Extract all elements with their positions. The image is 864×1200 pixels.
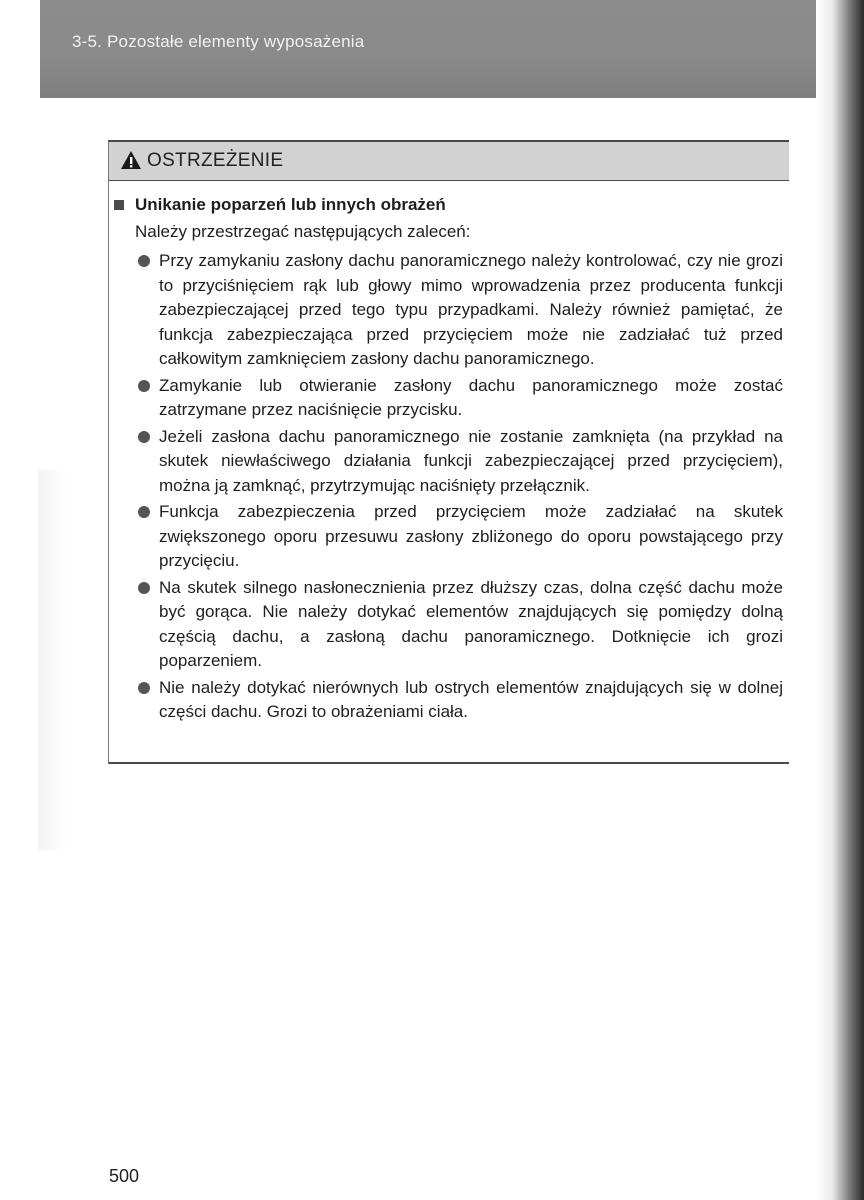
list-item-text: Nie należy dotykać nierównych lub ostrych elementów znajdujących się w dolnej części dachu. Grozi to obrażeniami ciała. — [159, 677, 783, 721]
list-item-text: Funkcja zabezpieczenia przed przycięciem może zadziałać na skutek zwiększonego oporu przesuwu zasłony zbliżonego do oporu powstającego przy przycięciu. — [159, 502, 783, 570]
section-title: 3-5. Pozostałe elementy wyposażenia — [72, 32, 365, 51]
list-item — [109, 576, 789, 674]
list-item-text: Przy zamykaniu zasłony dachu panoramicznego należy kontrolować, czy nie grozi to przyciśnięciem rąk lub głowy mimo wprowadzenia przez producenta funkcji zabezpieczającej przed tego typu przypadkami. Należy również pamiętać, że funkcja zabezpieczająca przed przycięciem może nie zadziałać tuż przed całkowitym zamknięciem zasłony dachu panoramicznego. — [159, 251, 783, 368]
list-item-text: Zamykanie lub otwieranie zasłony dachu panoramicznego może zostać zatrzymane przez naciśnięcie przycisku. — [159, 375, 783, 419]
warning-section — [109, 192, 789, 727]
bullet-dot-icon — [138, 506, 150, 518]
list-item-text: Jeżeli zasłona dachu panoramicznego nie zostanie zamknięta (na przykład na skutek niewłaściwego działania funkcji zabezpieczającej przed przycięciem), można ją zamknąć, przytrzymując naciśnięty przełącznik. — [159, 426, 783, 495]
bullet-dot-icon — [138, 431, 150, 443]
square-bullet-icon — [114, 200, 124, 210]
scan-shadow — [38, 470, 68, 850]
list-item — [109, 249, 789, 372]
list-item — [109, 374, 789, 423]
list-item — [109, 676, 789, 725]
bullet-dot-icon — [138, 682, 150, 694]
bullet-dot-icon — [138, 255, 150, 267]
list-item — [109, 425, 789, 499]
page-binding-shadow — [816, 0, 864, 1200]
section-header-band — [40, 0, 864, 98]
list-item — [109, 500, 789, 574]
warning-title: OSTRZEŻENIE — [147, 150, 284, 171]
warning-list — [109, 249, 789, 725]
warning-box — [108, 140, 789, 764]
bullet-dot-icon — [138, 582, 150, 594]
section-heading-text: Unikanie poparzeń lub innych obrażeń — [135, 195, 446, 214]
warning-header — [109, 142, 789, 181]
warning-triangle-icon — [120, 150, 142, 170]
section-heading — [109, 192, 789, 218]
bullet-dot-icon — [138, 380, 150, 392]
list-item-text: Na skutek silnego nasłonecznienia przez dłuższy czas, dolna część dachu może być gorąca. Nie należy dotykać elementów znajdujących się pomiędzy dolną częścią dachu, a zasłoną dachu panoramicznego. Dotknięcie ich grozi poparzeniem. — [159, 577, 783, 670]
page-number: 500 — [109, 1166, 140, 1186]
intro-text: Należy przestrzegać następujących zaleceń: — [135, 222, 471, 241]
